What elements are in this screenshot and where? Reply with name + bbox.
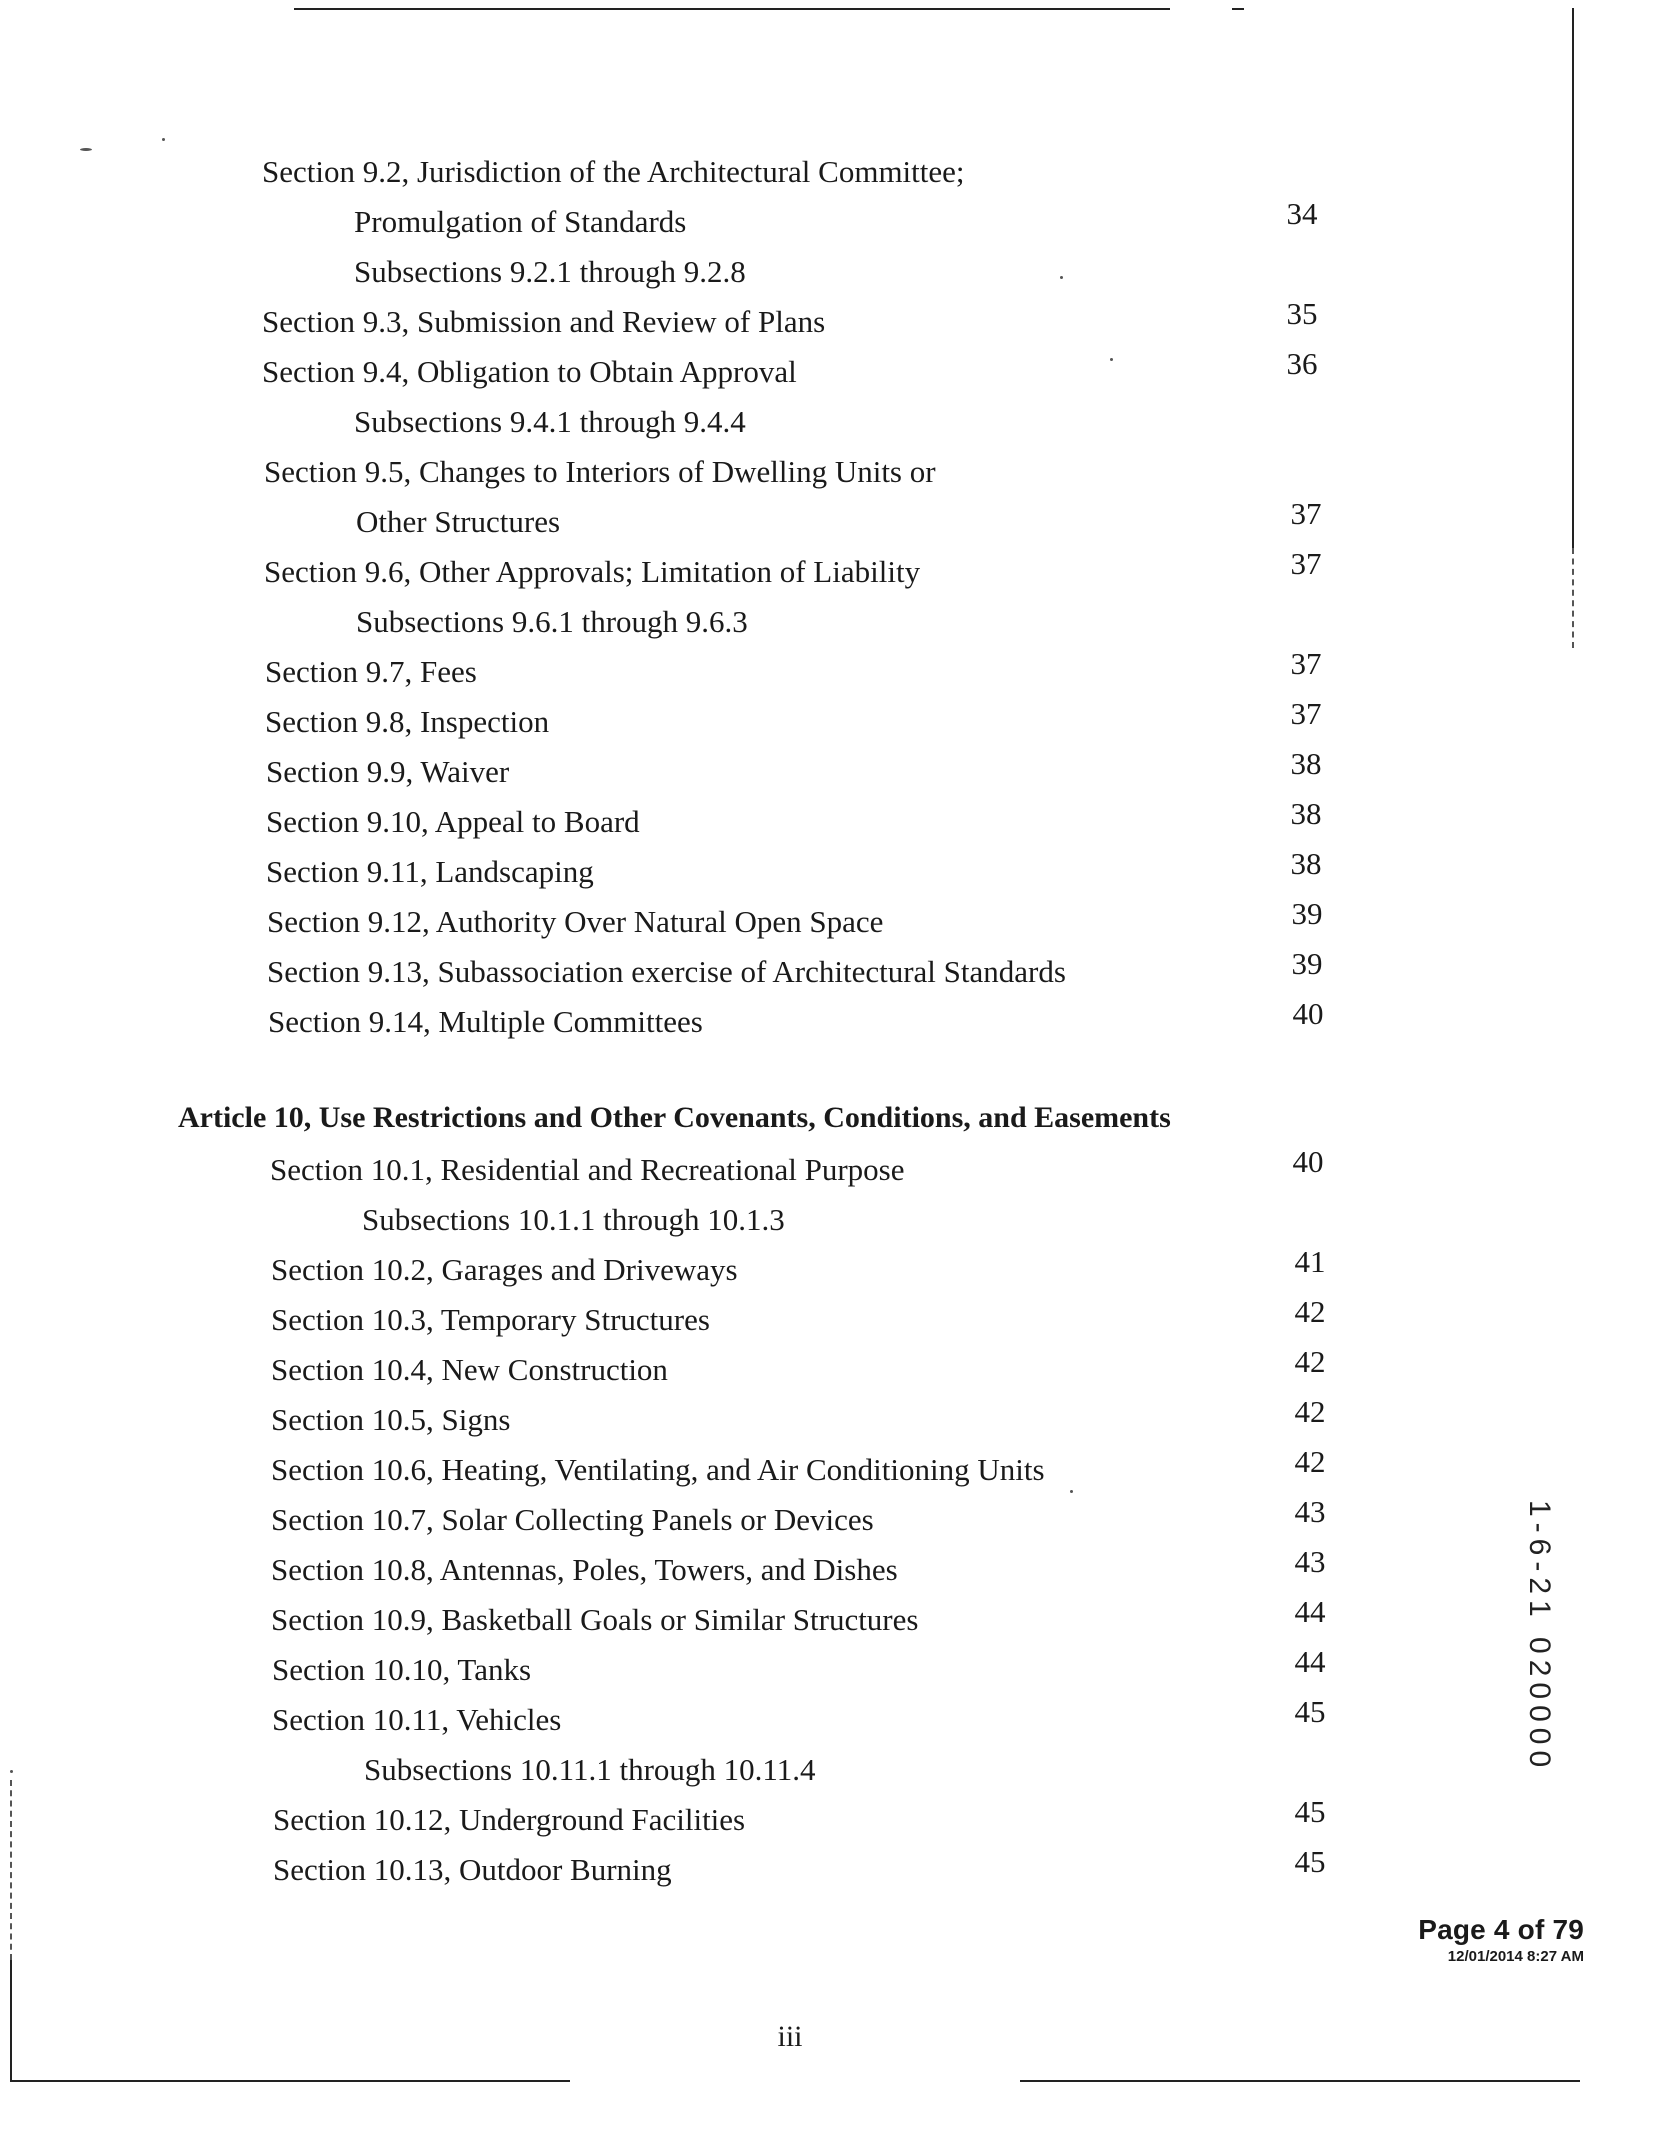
toc-page-number: 42 <box>1294 1444 1326 1479</box>
toc-page-number: 39 <box>1291 896 1323 931</box>
toc-page-number: 37 <box>1290 496 1322 531</box>
toc-entry: Subsections 9.6.1 through 9.6.3 <box>356 604 748 639</box>
side-recording-stamp <box>1512 1500 1556 1780</box>
toc-page-number: 44 <box>1294 1644 1326 1679</box>
page-of-label: Page 4 of 79 <box>1418 1914 1584 1945</box>
toc-entry: Section 10.4, New Construction <box>271 1352 668 1387</box>
right-edge-dash <box>1572 548 1574 648</box>
toc-entry: Section 10.5, Signs <box>271 1402 511 1437</box>
bottom-rule-right <box>1020 2080 1580 2082</box>
toc-entry: Section 9.10, Appeal to Board <box>266 804 640 839</box>
toc-entry: Section 10.8, Antennas, Poles, Towers, and Dishes <box>271 1552 898 1587</box>
bottom-rule-left <box>10 2080 570 2082</box>
toc-page-number: 37 <box>1290 696 1322 731</box>
toc-page-number: 45 <box>1294 1794 1326 1829</box>
toc-entry: Section 10.7, Solar Collecting Panels or Devices <box>271 1502 874 1537</box>
toc-page-number: 42 <box>1294 1344 1326 1379</box>
toc-entry: Section 10.3, Temporary Structures <box>271 1302 710 1337</box>
toc-page-number: 45 <box>1294 1844 1326 1879</box>
toc-entry: Section 9.4, Obligation to Obtain Approval <box>262 354 797 389</box>
toc-entry: Subsections 10.1.1 through 10.1.3 <box>362 1202 785 1237</box>
toc-entry: Subsections 9.2.1 through 9.2.8 <box>354 254 746 289</box>
toc-entry: Section 10.6, Heating, Ventilating, and Air Conditioning Units <box>271 1452 1045 1487</box>
toc-page-number: 40 <box>1292 996 1324 1031</box>
page-count-stamp <box>1418 1914 1584 1965</box>
toc-page-number: 45 <box>1294 1694 1326 1729</box>
toc-entry: Section 9.7, Fees <box>265 654 477 689</box>
speck <box>1110 358 1113 361</box>
toc-entry: Section 10.9, Basketball Goals or Similar Structures <box>271 1602 919 1637</box>
toc-page-number: 43 <box>1294 1494 1326 1529</box>
toc-entry: Section 9.6, Other Approvals; Limitation of Liability <box>264 554 921 589</box>
toc-entry: Section 10.2, Garages and Driveways <box>271 1252 738 1287</box>
toc-entry: Section 9.3, Submission and Review of Plans <box>262 304 826 339</box>
toc-page-number: 37 <box>1290 646 1322 681</box>
toc-entry: Other Structures <box>356 504 561 539</box>
left-edge-dash <box>10 1780 12 1960</box>
toc-entry: Section 9.9, Waiver <box>266 754 510 789</box>
toc-entry: Section 9.5, Changes to Interiors of Dwelling Units or <box>264 454 936 489</box>
speck <box>1060 276 1063 279</box>
toc-entry: Section 9.12, Authority Over Natural Open Space <box>267 904 884 939</box>
toc-entry: Section 10.10, Tanks <box>272 1652 532 1687</box>
toc-page-number: 44 <box>1294 1594 1326 1629</box>
speck <box>80 148 92 151</box>
toc-entry: Section 10.12, Underground Facilities <box>273 1802 746 1837</box>
roman-page-number: iii <box>777 2020 803 2053</box>
toc-page-number: 41 <box>1294 1244 1326 1279</box>
toc-entry: Section 10.11, Vehicles <box>272 1702 562 1737</box>
speck <box>1070 1490 1073 1493</box>
toc-page-number: 36 <box>1286 346 1318 381</box>
top-rule-tick <box>1232 8 1244 10</box>
toc-entry: Section 9.14, Multiple Committees <box>268 1004 703 1039</box>
speck <box>162 138 165 141</box>
toc-entry: Subsections 10.11.1 through 10.11.4 <box>364 1752 816 1787</box>
side-stamp-text: 1-6-21 020000 <box>1523 1500 1556 1774</box>
toc-entry: Section 9.8, Inspection <box>265 704 550 739</box>
toc-entry: Subsections 9.4.1 through 9.4.4 <box>354 404 746 439</box>
toc-page-number: 39 <box>1291 946 1323 981</box>
toc-page-number: 38 <box>1290 846 1322 881</box>
left-edge-line <box>10 1960 12 2080</box>
toc-entry: Section 9.11, Landscaping <box>266 854 594 889</box>
toc-entry: Section 10.1, Residential and Recreational Purpose <box>270 1152 905 1187</box>
toc-page-number: 38 <box>1290 746 1322 781</box>
toc-page-number: 35 <box>1286 296 1318 331</box>
timestamp-label: 12/01/2014 8:27 AM <box>1447 1948 1584 1965</box>
toc-page-number: 43 <box>1294 1544 1326 1579</box>
toc-page-number: 40 <box>1292 1144 1324 1179</box>
toc-page-number: 38 <box>1290 796 1322 831</box>
toc-page-number: 34 <box>1286 196 1318 231</box>
toc-page-number: 42 <box>1294 1394 1326 1429</box>
toc-page-number: 42 <box>1294 1294 1326 1329</box>
toc-entry: Article 10, Use Restrictions and Other Covenants, Conditions, and Easements <box>178 1101 1171 1134</box>
toc-page-number: 37 <box>1290 546 1322 581</box>
right-edge-line <box>1572 8 1574 548</box>
toc-entry: Section 9.2, Jurisdiction of the Architectural Committee; <box>262 154 965 189</box>
toc-entry: Section 10.13, Outdoor Burning <box>273 1852 672 1887</box>
toc-entry: Section 9.13, Subassociation exercise of Architectural Standards <box>267 954 1066 989</box>
toc-entry: Promulgation of Standards <box>354 204 687 239</box>
speck <box>10 1770 13 1773</box>
top-rule <box>294 8 1170 10</box>
